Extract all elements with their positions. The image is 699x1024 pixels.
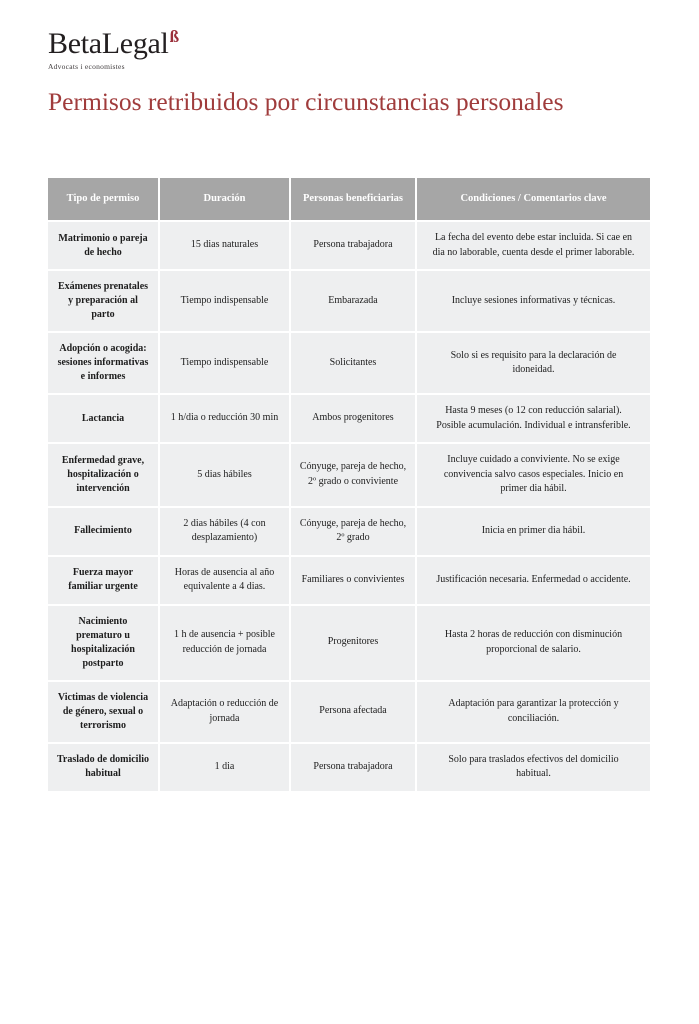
brand-logo [48,20,348,72]
cell-tipo: Matrimonio o pareja de hecho [48,222,160,271]
column-header-condiciones: Condiciones / Comentarios clave [417,178,650,222]
cell-condiciones: Hasta 9 meses (o 12 con reducción salarial). Posible acumulación. Individual e intransferible. [417,395,650,444]
cell-condiciones: Incluye sesiones informativas y técnicas. [417,271,650,333]
cell-condiciones: Adaptación para garantizar la protección y conciliación. [417,682,650,744]
cell-personas: Embarazada [291,271,417,333]
cell-duracion: Adaptación o reducción de jornada [160,682,291,744]
cell-duracion: 1 h/dia o reducción 30 min [160,395,291,444]
cell-condiciones: Justificación necesaria. Enfermedad o accidente. [417,557,650,606]
table-row [48,444,650,508]
cell-condiciones: Incluye cuidado a conviviente. No se exige convivencia salvo casos especiales. Inicio en primer dia hábil. [417,444,650,508]
cell-duracion: Tiempo indispensable [160,333,291,395]
cell-personas: Familiares o convivientes [291,557,417,606]
cell-personas: Cónyuge, pareja de hecho, 2º grado o conviviente [291,444,417,508]
column-header-duracion: Duración [160,178,291,222]
table-header [48,178,650,222]
table-row [48,508,650,557]
cell-duracion: Tiempo indispensable [160,271,291,333]
cell-duracion: 1 h de ausencia + posible reducción de jornada [160,606,291,682]
cell-personas: Persona trabajadora [291,744,417,791]
cell-duracion: 5 dias hábiles [160,444,291,508]
table-row [48,271,650,333]
cell-duracion: 15 dias naturales [160,222,291,271]
table-row [48,395,650,444]
logo-tagline: Advocats i economistes [48,62,125,71]
cell-tipo: Victimas de violencia de género, sexual o terrorismo [48,682,160,744]
logo-superscript-beta-icon: ß [169,27,180,46]
table-row [48,557,650,606]
cell-tipo: Fallecimiento [48,508,160,557]
table-row [48,222,650,271]
table-row [48,682,650,744]
cell-tipo: Adopción o acogida: sesiones informativas e informes [48,333,160,395]
cell-personas: Persona trabajadora [291,222,417,271]
cell-tipo: Lactancia [48,395,160,444]
cell-condiciones: Solo si es requisito para la declaración de idoneidad. [417,333,650,395]
logo-wordmark-text: BetaLegal [48,27,169,60]
table-row [48,333,650,395]
table-row [48,606,650,682]
cell-condiciones: Inicia en primer dia hábil. [417,508,650,557]
cell-tipo: Traslado de domicilio habitual [48,744,160,791]
cell-personas: Ambos progenitores [291,395,417,444]
cell-condiciones: Solo para traslados efectivos del domicilio habitual. [417,744,650,791]
cell-tipo: Enfermedad grave, hospitalización o intervención [48,444,160,508]
permits-table [48,178,650,791]
cell-personas: Persona afectada [291,682,417,744]
cell-personas: Progenitores [291,606,417,682]
column-header-tipo: Tipo de permiso [48,178,160,222]
cell-personas: Solicitantes [291,333,417,395]
table-header-row [48,178,650,222]
cell-condiciones: Hasta 2 horas de reducción con disminución proporcional de salario. [417,606,650,682]
column-header-personas: Personas beneficiarias [291,178,417,222]
cell-tipo: Nacimiento prematuro u hospitalización postparto [48,606,160,682]
cell-personas: Cónyuge, pareja de hecho, 2º grado [291,508,417,557]
cell-duracion: Horas de ausencia al año equivalente a 4 dias. [160,557,291,606]
logo-wordmark [48,20,348,61]
cell-condiciones: La fecha del evento debe estar incluida. Si cae en dia no laborable, cuenta desde el primer laborable. [417,222,650,271]
page-title: Permisos retribuidos por circunstancias personales [48,87,564,116]
table-body [48,222,650,791]
cell-tipo: Fuerza mayor familiar urgente [48,557,160,606]
cell-tipo: Exámenes prenatales y preparación al parto [48,271,160,333]
cell-duracion: 2 dias hábiles (4 con desplazamiento) [160,508,291,557]
cell-duracion: 1 dia [160,744,291,791]
table-row [48,744,650,791]
